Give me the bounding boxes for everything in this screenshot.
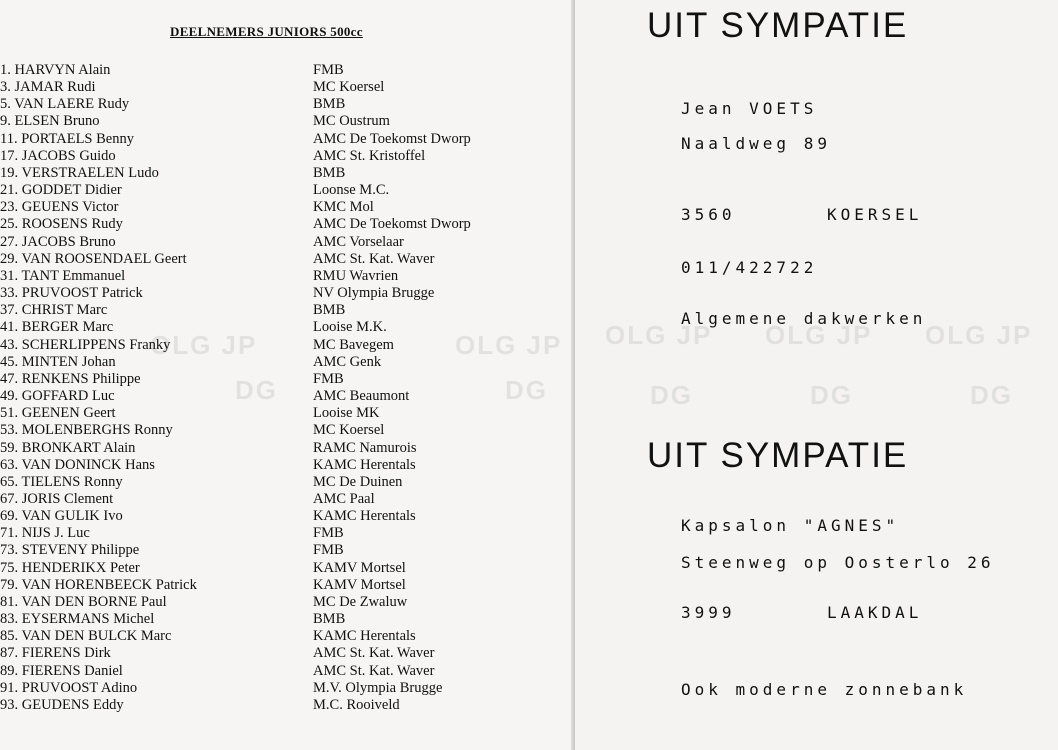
ad2-title: UIT SYMPATIE bbox=[647, 436, 909, 475]
participant-name: 73. STEVENY Philippe bbox=[0, 542, 140, 559]
participant-row bbox=[0, 251, 575, 268]
participant-row bbox=[0, 560, 575, 577]
participant-club: MC De Duinen bbox=[313, 473, 403, 490]
participant-club: MC De Zwaluw bbox=[313, 593, 408, 610]
participant-name: 65. TIELENS Ronny bbox=[0, 473, 123, 490]
participant-row bbox=[0, 216, 575, 233]
ad2-name: Kapsalon "AGNES" bbox=[681, 516, 900, 535]
participant-club: AMC Paal bbox=[313, 491, 375, 507]
watermark-logo: OLG JP bbox=[455, 330, 563, 360]
participant-row bbox=[0, 96, 575, 113]
participant-name: 91. PRUVOOST Adino bbox=[0, 679, 138, 696]
watermark-logo: DG bbox=[505, 375, 548, 405]
participant-row bbox=[0, 440, 575, 457]
participant-row bbox=[0, 165, 575, 182]
participant-row bbox=[0, 491, 575, 508]
participant-name: 49. GOFFARD Luc bbox=[0, 388, 115, 405]
participant-club: AMC De Toekomst Dworp bbox=[313, 216, 471, 233]
participant-name: 79. VAN HORENBEECK Patrick bbox=[0, 576, 197, 593]
participant-row bbox=[0, 319, 575, 336]
participant-name: 37. CHRIST Marc bbox=[0, 302, 108, 319]
participant-name: 67. JORIS Clement bbox=[0, 491, 114, 507]
participant-name: 11. PORTAELS Benny bbox=[0, 130, 134, 147]
ad1-street: Naaldweg 89 bbox=[681, 134, 831, 153]
participant-name: 9. ELSEN Bruno bbox=[0, 113, 100, 130]
participant-name: 19. VERSTRAELEN Ludo bbox=[0, 164, 159, 181]
participant-name: 75. HENDERIKX Peter bbox=[0, 559, 140, 576]
participant-club: M.V. Olympia Brugge bbox=[313, 679, 443, 696]
participant-club: AMC Beaumont bbox=[313, 388, 410, 405]
ad2-street: Steenweg op Oosterlo 26 bbox=[681, 553, 995, 572]
ad1-name: Jean VOETS bbox=[681, 99, 818, 118]
participant-name: 41. BERGER Marc bbox=[0, 319, 114, 336]
participant-name: 5. VAN LAERE Rudy bbox=[0, 96, 130, 113]
participant-row bbox=[0, 611, 575, 628]
participant-name: 89. FIERENS Daniel bbox=[0, 662, 123, 679]
participant-row bbox=[0, 457, 575, 474]
participant-club: AMC De Toekomst Dworp bbox=[313, 130, 471, 147]
participant-club: FMB bbox=[313, 525, 344, 542]
participant-club: RAMC Namurois bbox=[313, 439, 417, 456]
watermark-logo: OLG JP bbox=[925, 320, 1033, 350]
participant-row bbox=[0, 302, 575, 319]
right-page bbox=[575, 0, 1058, 750]
participant-name: 3. JAMAR Rudi bbox=[0, 79, 96, 96]
ad1-phone: 011/422722 bbox=[681, 258, 818, 277]
participant-name: 63. VAN DONINCK Hans bbox=[0, 456, 155, 473]
participant-row bbox=[0, 525, 575, 542]
participant-row bbox=[0, 285, 575, 302]
participant-row bbox=[0, 354, 575, 371]
ad1-postal: 3560 bbox=[681, 205, 736, 224]
participant-club: RMU Wavrien bbox=[313, 267, 399, 284]
participant-club: Loonse M.C. bbox=[313, 182, 390, 199]
participant-club: AMC St. Kat. Waver bbox=[313, 645, 435, 662]
participant-row bbox=[0, 371, 575, 388]
participant-club: AMC St. Kat. Waver bbox=[313, 662, 435, 679]
participant-row bbox=[0, 577, 575, 594]
participant-row bbox=[0, 422, 575, 439]
participant-club: MC Bavegem bbox=[313, 336, 394, 353]
participant-name: 43. SCHERLIPPENS Franky bbox=[0, 336, 171, 353]
participant-row bbox=[0, 268, 575, 285]
watermark-logo: DG bbox=[650, 380, 693, 410]
participant-club: Looise MK bbox=[313, 405, 380, 422]
participant-club: KAMV Mortsel bbox=[313, 559, 406, 576]
watermark-logo: OLG JP bbox=[150, 330, 258, 360]
participants-heading: DEELNEMERS JUNIORS 500cc bbox=[170, 24, 363, 39]
watermark-logo: DG bbox=[970, 380, 1013, 410]
participant-club: MC Oustrum bbox=[313, 113, 390, 130]
participant-name: 47. RENKENS Philippe bbox=[0, 370, 141, 387]
participant-club: AMC Genk bbox=[313, 353, 382, 370]
participant-club: KAMV Mortsel bbox=[313, 576, 406, 593]
participant-name: 85. VAN DEN BULCK Marc bbox=[0, 628, 172, 645]
participant-row bbox=[0, 594, 575, 611]
participant-club: AMC St. Kristoffel bbox=[313, 147, 426, 164]
participant-row bbox=[0, 474, 575, 491]
ad1-city: KOERSEL bbox=[827, 205, 923, 224]
participant-club: MC Koersel bbox=[313, 79, 385, 96]
participant-name: 93. GEUDENS Eddy bbox=[0, 696, 124, 713]
participant-club: MC Koersel bbox=[313, 422, 385, 439]
participant-name: 83. EYSERMANS Michel bbox=[0, 611, 155, 628]
participant-name: 23. GEUENS Victor bbox=[0, 199, 119, 216]
ad1-title: UIT SYMPATIE bbox=[647, 6, 909, 45]
participant-club: BMB bbox=[313, 164, 346, 181]
watermark-logo: OLG JP bbox=[605, 320, 713, 350]
participant-name: 25. ROOSENS Rudy bbox=[0, 216, 123, 233]
participant-name: 59. BRONKART Alain bbox=[0, 439, 136, 456]
participant-name: 51. GEENEN Geert bbox=[0, 405, 116, 422]
ad1-service: Algemene dakwerken bbox=[681, 309, 927, 328]
participant-name: 21. GODDET Didier bbox=[0, 182, 122, 199]
participant-row bbox=[0, 542, 575, 559]
participant-club: FMB bbox=[313, 62, 344, 78]
participant-row bbox=[0, 182, 575, 199]
participant-row bbox=[0, 337, 575, 354]
participant-club: BMB bbox=[313, 611, 346, 628]
participant-name: 87. FIERENS Dirk bbox=[0, 645, 111, 662]
participant-row bbox=[0, 62, 575, 79]
participant-row bbox=[0, 131, 575, 148]
participant-row bbox=[0, 663, 575, 680]
participant-row bbox=[0, 628, 575, 645]
participant-name: 71. NIJS J. Luc bbox=[0, 525, 90, 542]
participant-row bbox=[0, 199, 575, 216]
participant-name: 33. PRUVOOST Patrick bbox=[0, 285, 143, 302]
participant-name: 45. MINTEN Johan bbox=[0, 353, 116, 370]
watermark-logo: OLG JP bbox=[765, 320, 873, 350]
participant-row bbox=[0, 645, 575, 662]
participant-club: FMB bbox=[313, 542, 344, 559]
participant-row bbox=[0, 148, 575, 165]
ad2-city: LAAKDAL bbox=[827, 603, 923, 622]
participant-row bbox=[0, 405, 575, 422]
participant-club: KAMC Herentals bbox=[313, 508, 416, 525]
ad2-postal: 3999 bbox=[681, 603, 736, 622]
participant-club: Looise M.K. bbox=[313, 319, 387, 336]
participant-row bbox=[0, 234, 575, 251]
participant-club: KMC Mol bbox=[313, 199, 374, 216]
participant-club: KAMC Herentals bbox=[313, 456, 416, 473]
participant-club: NV Olympia Brugge bbox=[313, 285, 435, 302]
participant-name: 1. HARVYN Alain bbox=[0, 62, 111, 78]
participant-club: M.C. Rooiveld bbox=[313, 696, 400, 713]
participant-name: 29. VAN ROOSENDAEL Geert bbox=[0, 250, 187, 267]
participant-row bbox=[0, 508, 575, 525]
participant-name: 69. VAN GULIK Ivo bbox=[0, 508, 123, 525]
participant-club: BMB bbox=[313, 302, 346, 319]
participant-name: 53. MOLENBERGHS Ronny bbox=[0, 422, 173, 439]
participant-club: AMC St. Kat. Waver bbox=[313, 250, 435, 267]
participant-name: 27. JACOBS Bruno bbox=[0, 233, 116, 250]
watermark-logo: DG bbox=[810, 380, 853, 410]
ad2-service: Ook moderne zonnebank bbox=[681, 680, 968, 699]
participant-name: 31. TANT Emmanuel bbox=[0, 267, 126, 284]
participant-row bbox=[0, 113, 575, 130]
participant-club: FMB bbox=[313, 370, 344, 387]
participant-name: 17. JACOBS Guido bbox=[0, 147, 116, 164]
watermark-logo: DG bbox=[235, 375, 278, 405]
participant-name: 81. VAN DEN BORNE Paul bbox=[0, 593, 167, 610]
participant-row bbox=[0, 388, 575, 405]
participant-club: BMB bbox=[313, 96, 346, 113]
participant-row bbox=[0, 697, 575, 714]
participant-row bbox=[0, 680, 575, 697]
participant-club: AMC Vorselaar bbox=[313, 233, 404, 250]
participant-club: KAMC Herentals bbox=[313, 628, 416, 645]
participant-row bbox=[0, 79, 575, 96]
